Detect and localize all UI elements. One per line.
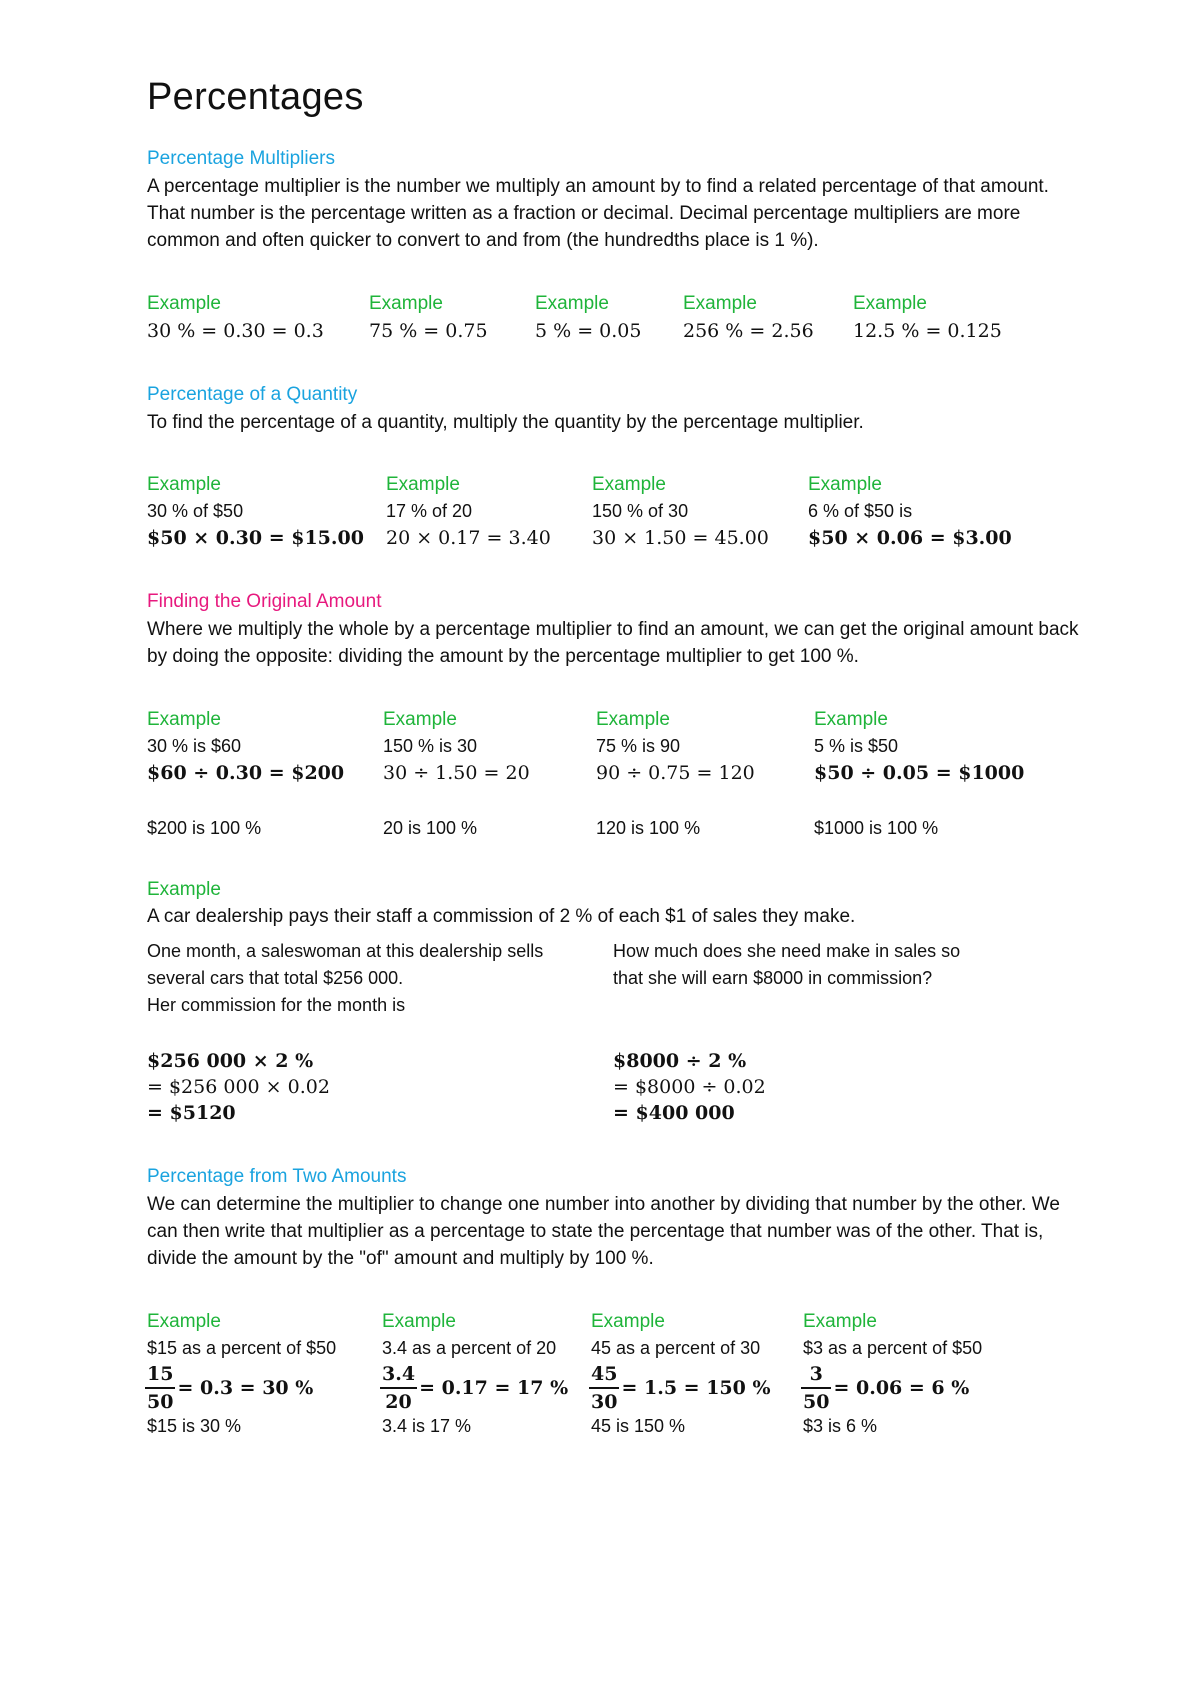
example-label: Example (808, 474, 882, 495)
example-result: 45 is 150 % (591, 1416, 686, 1436)
example-math: 20 × 0.17 = 3.40 (386, 527, 551, 549)
example-question: 30 % is $60 (147, 736, 242, 756)
fraction (589, 1363, 619, 1413)
fraction-equation: = 1.5 = 150 % (621, 1377, 771, 1399)
example-label: Example (853, 293, 927, 314)
section-text-two-amounts: We can determine the multiplier to change one number into another by dividing that number by the other. We can then write that multiplier as a percentage to state the percentage that number was of the other. That is, divide the amount by the "of" amount and multiply by 100 %. (147, 1194, 1060, 1269)
example-question: 30 % of $50 (147, 501, 244, 521)
example-math: 90 ÷ 0.75 = 120 (596, 762, 755, 784)
example-math: 30 × 1.50 = 45.00 (592, 527, 769, 549)
example-label: Example (803, 1311, 877, 1332)
example-math: 75 % = 0.75 (369, 320, 488, 342)
fraction-equation: = 0.3 = 30 % (177, 1377, 314, 1399)
commission-right-math: = $8000 ÷ 0.02 (613, 1076, 766, 1098)
fraction-denominator: 50 (803, 1391, 830, 1413)
example-math: 30 % = 0.30 = 0.3 (147, 320, 324, 342)
fraction-denominator: 20 (385, 1391, 412, 1413)
commission-right-math: = $400 000 (613, 1102, 735, 1124)
example-math: 256 % = 2.56 (683, 320, 814, 342)
example-fraction-row (589, 1363, 771, 1413)
example-result: $1000 is 100 % (814, 818, 939, 838)
example-result: 120 is 100 % (596, 818, 701, 838)
example-result: 20 is 100 % (383, 818, 478, 838)
example-label: Example (147, 1311, 221, 1332)
fraction-numerator: 15 (145, 1363, 175, 1389)
example-result: 3.4 is 17 % (382, 1416, 472, 1436)
example-question: 45 as a percent of 30 (591, 1338, 761, 1358)
section-heading-two-amounts: Percentage from Two Amounts (147, 1166, 407, 1187)
example-result: $200 is 100 % (147, 818, 262, 838)
page-title: Percentages (147, 76, 364, 118)
example-question: $15 as a percent of $50 (147, 1338, 337, 1358)
fraction (380, 1363, 417, 1413)
example-result: $15 is 30 % (147, 1416, 242, 1436)
commission-left-line: several cars that total $256 000. (147, 968, 404, 988)
example-math: $60 ÷ 0.30 = $200 (147, 762, 345, 784)
fraction (801, 1363, 831, 1413)
fraction-equation: = 0.17 = 17 % (419, 1377, 569, 1399)
fraction-equation: = 0.06 = 6 % (833, 1377, 970, 1399)
example-label: Example (147, 879, 221, 900)
example-math: $50 × 0.30 = $15.00 (147, 527, 364, 549)
example-label: Example (683, 293, 757, 314)
example-label: Example (383, 709, 457, 730)
fraction (145, 1363, 175, 1413)
example-question: 5 % is $50 (814, 736, 899, 756)
section-heading-original: Finding the Original Amount (147, 591, 382, 612)
commission-right-math: $8000 ÷ 2 % (613, 1050, 747, 1072)
example-label: Example (591, 1311, 665, 1332)
example-fraction-row (380, 1363, 568, 1413)
fraction-denominator: 30 (591, 1391, 618, 1413)
example-question: 150 % is 30 (383, 736, 478, 756)
commission-right-line: How much does she need make in sales so (613, 941, 961, 961)
example-fraction-row (145, 1363, 313, 1413)
example-label: Example (814, 709, 888, 730)
commission-left-math: $256 000 × 2 % (147, 1050, 314, 1072)
example-question: 6 % of $50 is (808, 501, 913, 521)
example-question: 75 % is 90 (596, 736, 681, 756)
example-label: Example (369, 293, 443, 314)
example-question: $3 as a percent of $50 (803, 1338, 983, 1358)
example-math: 5 % = 0.05 (535, 320, 642, 342)
commission-left-line: Her commission for the month is (147, 995, 406, 1015)
example-label: Example (596, 709, 670, 730)
example-label: Example (147, 293, 221, 314)
section-text-original: Where we multiply the whole by a percentage multiplier to find an amount, we can get the original amount back by doing the opposite: dividing the amount by the percentage multiplier to get 100 %. (147, 619, 1079, 667)
commission-intro: A car dealership pays their staff a commission of 2 % of each $1 of sales they make. (147, 906, 856, 927)
commission-left-math: = $256 000 × 0.02 (147, 1076, 330, 1098)
example-label: Example (147, 474, 221, 495)
commission-left-math: = $5120 (147, 1102, 236, 1124)
section-heading-multipliers: Percentage Multipliers (147, 148, 335, 169)
commission-right-line: that she will earn $8000 in commission? (613, 968, 933, 988)
example-question: 17 % of 20 (386, 501, 473, 521)
example-label: Example (147, 709, 221, 730)
example-math: $50 × 0.06 = $3.00 (808, 527, 1012, 549)
fraction-denominator: 50 (147, 1391, 174, 1413)
example-question: 3.4 as a percent of 20 (382, 1338, 557, 1358)
example-label: Example (386, 474, 460, 495)
example-fraction-row (801, 1363, 969, 1413)
example-result: $3 is 6 % (803, 1416, 878, 1436)
example-math: 30 ÷ 1.50 = 20 (383, 762, 530, 784)
example-question: 150 % of 30 (592, 501, 689, 521)
commission-left-line: One month, a saleswoman at this dealership sells (147, 941, 544, 961)
section-heading-quantity: Percentage of a Quantity (147, 384, 358, 405)
example-label: Example (592, 474, 666, 495)
section-text-quantity: To find the percentage of a quantity, multiply the quantity by the percentage multiplier. (147, 412, 864, 433)
example-label: Example (535, 293, 609, 314)
fraction-numerator: 3 (801, 1363, 831, 1389)
example-math: 12.5 % = 0.125 (853, 320, 1002, 342)
section-text-multipliers: A percentage multiplier is the number we multiply an amount by to find a related percentage of that amount. That number is the percentage written as a fraction or decimal. Decimal percentage multipliers are more common and often quicker to convert to and from (the hundredths place is 1 %). (147, 176, 1049, 251)
example-label: Example (382, 1311, 456, 1332)
example-math: $50 ÷ 0.05 = $1000 (814, 762, 1025, 784)
fraction-numerator: 45 (589, 1363, 619, 1389)
fraction-numerator: 3.4 (380, 1363, 417, 1389)
